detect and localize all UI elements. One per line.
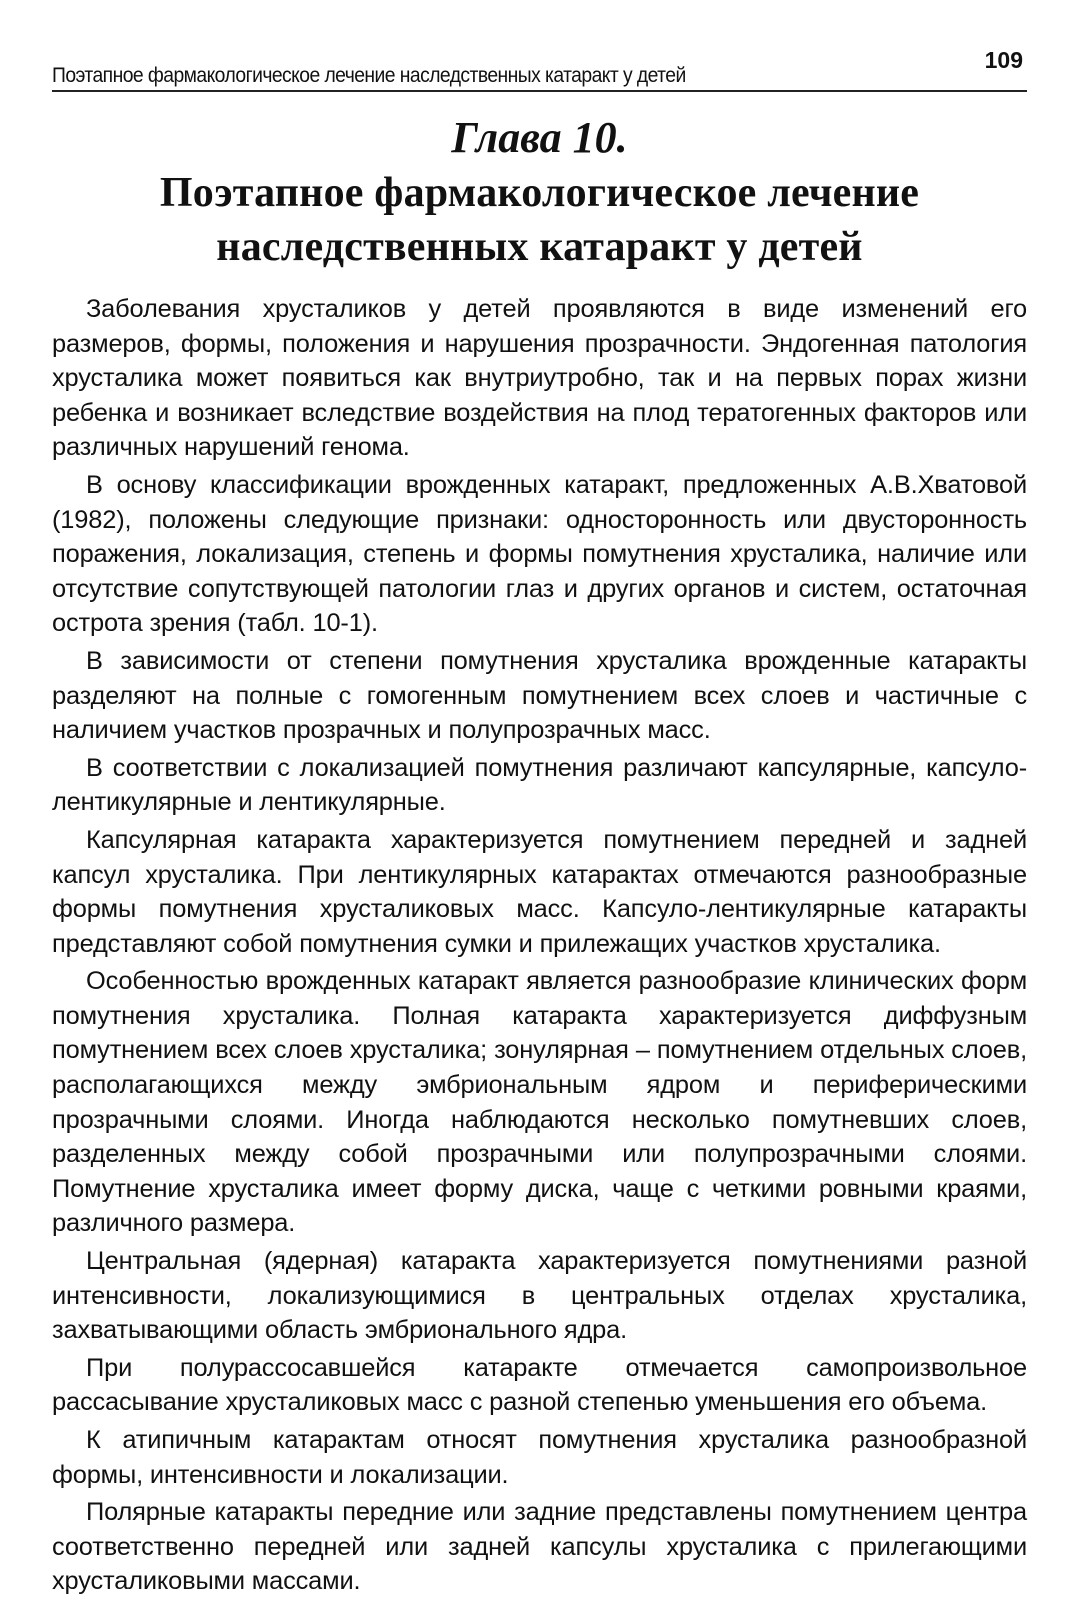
chapter-title-line-2: наследственных катаракт у детей [216,224,863,270]
paragraph: В соответствии с локализацией помутнения различают капсулярные, капсуло-лентикулярные и лентикулярные. [52,753,1027,817]
paragraph: При полурассосавшейся катаракте отмечается самопроизвольное рассасывание хрусталиковых масс с разной степенью уменьшения его объема. [52,1353,1027,1417]
paragraph: В основу классификации врожденных катаракт, предложенных А.В.Хватовой (1982), положены следующие признаки: односторонность или двусторонность поражения, локализация, степень и формы помутнения хрусталика, наличие или отсутствие сопутствующей патологии глаз и других органов и систем, остаточная острота зрения (табл. 10-1). [52,470,1027,638]
paragraph: Центральная (ядерная) катаракта характеризуется помутнениями разной интенсивности, локализующимися в центральных отделах хрусталика, захватывающими область эмбрионального ядра. [52,1247,1027,1345]
paragraph: Заболевания хрусталиков у детей проявляются в виде изменений его размеров, формы, положения и нарушения прозрачности. Эндогенная патология хрусталика может появиться как внутриутробно, так и на первых порах жизни ребенка и возникает вследствие воздействия на плод тератогенных факторов или различных нарушений генома. [52,295,1027,462]
running-title: Поэтапное фармакологическое лечение наследственных катаракт у детей [52,64,686,87]
paragraph: Полярные катаракты передние или задние представлены помутнением центра соответственно передней или задней капсулы хрусталика с прилегающими хрусталиковыми массами. [52,1498,1027,1596]
paragraph: Капсулярная катаракта характеризуется помутнением передней и задней капсул хрусталика. При лентикулярных катарактах отмечаются разнообразные формы помутнения хрусталиковых масс. Капсуло-лентикулярные катаракты представляют собой помутнения сумки и прилежащих участков хрусталика. [52,825,1027,958]
running-header [52,36,1027,92]
paragraph: Особенностью врожденных катаракт является разнообразие клинических форм помутнения хрусталика. Полная катаракта характеризуется диффузным помутнением всех слоев хрусталика; зонулярная – помутнением отдельных слоев, располагающихся между эмбриональным ядром и периферическими прозрачными слоями. Иногда наблюдаются несколько помутневших слоев, разделенных между собой прозрачными или полупрозрачными слоями. Помутнение хрусталика имеет форму диска, чаще с четкими ровными краями, различного размера. [52,967,1027,1238]
chapter-title-line-1: Поэтапное фармакологическое лечение [159,170,920,216]
page-number: 109 [984,47,1023,73]
paragraph: К атипичным катарактам относят помутнения хрусталика разнообразной формы, интенсивности и локализации. [52,1426,1027,1489]
body-text [52,292,1027,1599]
paragraph: В зависимости от степени помутнения хрусталика врожденные катаракты разделяют на полные с гомогенным помутнением всех слоев и частичные с наличием участков прозрачных и полупрозрачных масс. [52,646,1027,745]
chapter-heading [52,110,1027,274]
book-page [52,36,1027,1602]
chapter-label: Глава 10. [451,113,628,162]
